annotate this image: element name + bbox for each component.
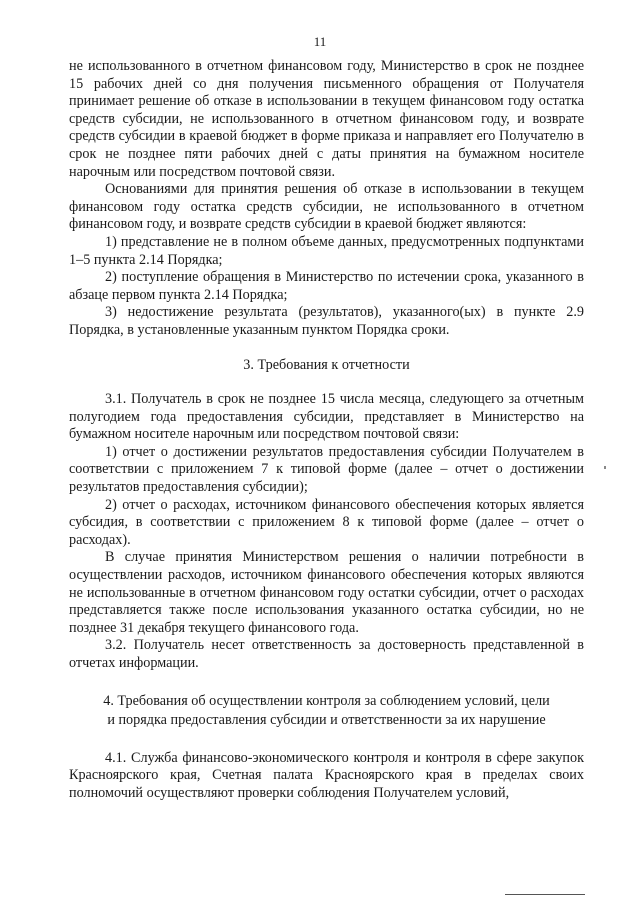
paragraph: 4.1. Служба финансово-экономического контроля и контроля в сфере закупок Красноярского края, Счетная палата Красноярского края в пределах своих полномочий осуществляют проверки соблюдения Получателем условий,: [69, 749, 584, 801]
section-heading: 3. Требования к отчетности: [243, 356, 410, 373]
page-number: 11: [313, 34, 327, 49]
paragraph: 3.2. Получатель несет ответственность за достоверность представленной в отчетах информации.: [69, 637, 584, 671]
paragraph: не использованного в отчетном финансовом году, Министерство в срок не позднее 15 рабочих дней со дня получения письменного обращения от Получателя принимает решение об отказе в использовании в текущем финансовом году остатка средств субсидии, не использованного в отчетном финансовом году, и возврате средств субсидии в краевой бюджет в форме приказа и направляет его Получателю в срок не позднее пяти рабочих дней с даты принятия на бумажном носителе нарочным или посредством почтовой связи.: [69, 58, 584, 180]
paragraph: 3.1. Получатель в срок не позднее 15 числа месяца, следующего за отчетным полугодием года предоставления субсидии, представляет в Министерство на бумажном носителе нарочным или посредством почтовой связи:: [69, 391, 584, 443]
list-item: 2) отчет о расходах, источником финансового обеспечения которых является субсидия, в соответствии с приложением 8 к типовой форме (далее – отчет о расходах).: [69, 496, 584, 548]
footer-rule: [505, 894, 585, 895]
list-item: 1) отчет о достижении результатов предоставления субсидии Получателем в соответствии с приложением 7 к типовой форме (далее – отчет о достижении результатов предоставления субсидии);: [69, 443, 584, 496]
section-heading-line: и порядка предоставления субсидии и ответственности за их нарушение: [107, 711, 546, 728]
paragraph: В случае принятия Министерством решения о наличии потребности в осуществлении расходов, источником финансового обеспечения которых являются не использованные в отчетном финансовом году остатки субсидии, отчет о расходах представляется также после использования указанного остатка субсидии, но не позднее 31 декабря текущего финансового года.: [69, 549, 584, 636]
scan-mark: [604, 466, 606, 469]
list-item: 3) недостижение результата (результатов), указанного(ых) в пункте 2.9 Порядка, в установленные указанным пунктом Порядка сроки.: [69, 304, 584, 338]
paragraph: Основаниями для принятия решения об отказе в использовании в текущем финансовом году остатка средств субсидии, не использованного в отчетном финансовом году, и возврате средств субсидии в краевой бюджет являются:: [69, 181, 584, 233]
list-item: 2) поступление обращения в Министерство по истечении срока, указанного в абзаце первом пункта 2.14 Порядка;: [69, 269, 584, 303]
document-body: [69, 58, 584, 802]
section-heading: [69, 692, 584, 730]
section-heading-line: 4. Требования об осуществлении контроля за соблюдением условий, цели: [103, 692, 550, 709]
list-item: 1) представление не в полном объеме данных, предусмотренных подпунктами 1–5 пункта 2.14 Порядка;: [69, 233, 584, 268]
